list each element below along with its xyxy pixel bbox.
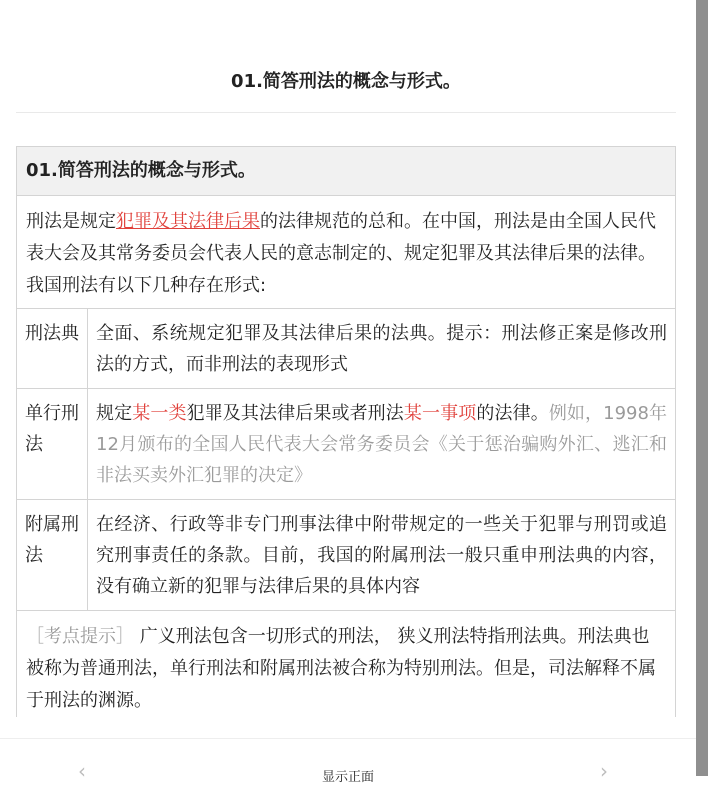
chevron-right-icon[interactable]: › — [600, 759, 608, 783]
content-part: 犯罪及其法律后果或者刑法 — [186, 403, 404, 424]
highlight-text: 某一事项 — [403, 403, 477, 424]
chevron-left-icon[interactable]: ‹ — [78, 759, 86, 783]
row-content: 在经济、行政等非专门刑事法律中附带规定的一些关于犯罪与刑罚或追究刑事责任的条款。目前，我国的附属刑法一般只重申刑法典的内容，没有确立新的犯罪与法律后果的具体内容 — [96, 514, 667, 597]
card-heading: 01.简答刑法的概念与形式。 — [17, 147, 675, 196]
table-row — [17, 389, 675, 500]
bottom-nav — [0, 738, 696, 785]
intro-post: 的法律规范的总和。在中国，刑法是由全国人民代表大会及其常务委员会代表人民的意志制定的、规定犯罪及其法律后果的法律。 — [26, 211, 656, 264]
intro-pre: 刑法是规定 — [26, 211, 116, 232]
tip-tag: ［考点提示］ — [26, 626, 134, 647]
content-part: 规定 — [96, 403, 133, 424]
table-row — [17, 309, 675, 389]
highlight-text: 某一类 — [132, 403, 187, 424]
intro-line2: 我国刑法有以下几种存在形式: — [26, 275, 267, 296]
example-text: 例如，1998年12月颁布的全国人民代表大会常务委员会《关于惩治骗购外汇、逃汇和非法买卖外汇犯罪的决定》 — [96, 403, 668, 486]
overlay-scrim — [696, 0, 708, 776]
row-content: 全面、系统规定犯罪及其法律后果的法典。提示：刑法修正案是修改刑法的方式，而非刑法的表现形式 — [96, 323, 667, 375]
answer-card — [16, 146, 676, 717]
row-label: 刑法典 — [17, 309, 88, 388]
table-row — [17, 500, 675, 611]
row-label: 附属刑法 — [17, 500, 88, 610]
exam-tip — [17, 611, 675, 717]
row-content — [88, 389, 675, 499]
content-part: 的法律。 — [476, 403, 549, 424]
intro-text — [17, 196, 675, 309]
page-title: 01.简答刑法的概念与形式。 — [16, 60, 676, 113]
term-link[interactable]: 犯罪及其法律后果 — [116, 211, 260, 232]
show-front-button[interactable]: 显示正面 — [321, 770, 374, 785]
tip-text: 广义刑法包含一切形式的刑法， 狭义刑法特指刑法典。刑法典也被称为普通刑法，单行刑法和附属刑法被合称为特别刑法。但是，司法解释不属于刑法的渊源。 — [26, 626, 656, 711]
row-label: 单行刑法 — [17, 389, 88, 499]
